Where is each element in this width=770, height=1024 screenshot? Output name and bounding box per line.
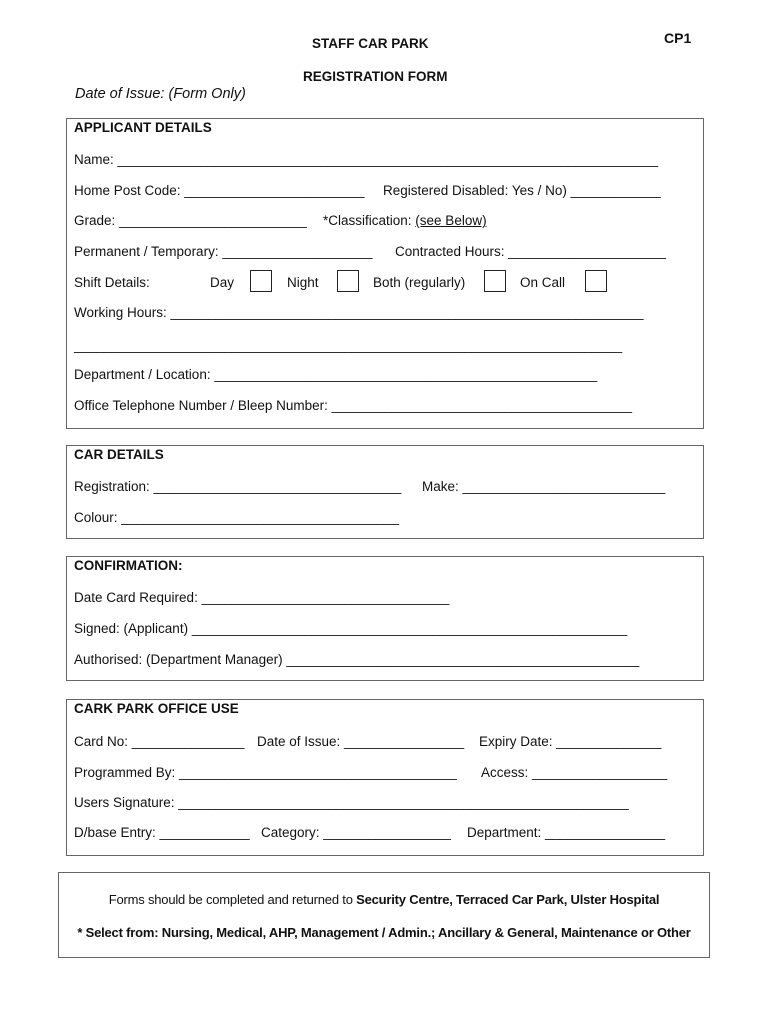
form-code: CP1 <box>664 30 692 46</box>
users-signature-field[interactable]: Users Signature: ____________________________________________________________ <box>74 795 629 810</box>
footer-notes <box>58 872 710 958</box>
car-details-section <box>66 445 704 539</box>
classification-options: * Select from: Nursing, Medical, AHP, Management / Admin.; Ancillary & General, Maintenance or Other <box>77 925 691 940</box>
classification-field[interactable] <box>323 213 681 228</box>
shift-oncall-checkbox[interactable] <box>585 270 607 292</box>
programmed-by-field[interactable]: Programmed By: _____________________________________ <box>74 765 457 780</box>
office-telephone-field[interactable]: Office Telephone Number / Bleep Number: ________________________________________ <box>74 398 632 413</box>
office-use-section <box>66 699 704 856</box>
return-instructions <box>59 892 709 907</box>
name-field[interactable]: Name: ________________________________________________________________________ <box>74 152 659 167</box>
category-field[interactable]: Category: _________________ <box>261 825 451 840</box>
card-no-field[interactable]: Card No: _______________ <box>74 734 245 749</box>
grade-field[interactable]: Grade: _________________________ <box>74 213 307 228</box>
post-code-field[interactable]: Home Post Code: ________________________ <box>74 183 365 198</box>
shift-both-label: Both (regularly) <box>373 275 466 290</box>
shift-both-checkbox[interactable] <box>484 270 506 292</box>
contracted-hours-field[interactable]: Contracted Hours: _____________________ <box>395 244 666 259</box>
shift-details-label: Shift Details: <box>74 275 150 290</box>
date-of-issue: Date of Issue: (Form Only) <box>75 86 246 102</box>
department-field[interactable]: Department: ________________ <box>467 825 666 840</box>
return-location: Security Centre, Terraced Car Park, Ulster Hospital <box>356 892 660 907</box>
signed-applicant-field[interactable]: Signed: (Applicant) __________________________________________________________ <box>74 621 628 636</box>
confirmation-heading: CONFIRMATION: <box>74 558 183 573</box>
registration-field[interactable]: Registration: _________________________________ <box>74 479 402 494</box>
car-heading: CAR DETAILS <box>74 447 164 462</box>
colour-field[interactable]: Colour: _____________________________________ <box>74 510 400 525</box>
shift-day-label: Day <box>210 275 235 290</box>
shift-oncall-label: On Call <box>520 275 566 290</box>
applicant-heading: APPLICANT DETAILS <box>74 120 212 135</box>
form-subtitle: REGISTRATION FORM <box>303 69 448 84</box>
working-hours-field[interactable]: Working Hours: _______________________________________________________________ <box>74 305 644 320</box>
classification-label: *Classification: <box>323 213 416 228</box>
shift-day-checkbox[interactable] <box>250 270 272 292</box>
dbase-entry-field[interactable]: D/base Entry: ____________ <box>74 825 250 840</box>
authorised-manager-field[interactable]: Authorised: (Department Manager) _______________________________________________ <box>74 652 640 667</box>
office-heading: CARK PARK OFFICE USE <box>74 701 239 716</box>
make-field[interactable]: Make: ___________________________ <box>422 479 666 494</box>
shift-night-label: Night <box>287 275 319 290</box>
form-title: STAFF CAR PARK <box>312 36 429 51</box>
department-location-field[interactable]: Department / Location: ___________________________________________________ <box>74 367 598 382</box>
permanent-temporary-field[interactable]: Permanent / Temporary: ____________________ <box>74 244 373 259</box>
applicant-details-section <box>66 118 704 429</box>
return-instructions-text: Forms should be completed and returned to <box>108 892 357 907</box>
date-of-issue-field[interactable]: Date of Issue: ________________ <box>257 734 465 749</box>
shift-night-checkbox[interactable] <box>337 270 359 292</box>
date-card-required-field[interactable]: Date Card Required: _________________________________ <box>74 590 450 605</box>
expiry-date-field[interactable]: Expiry Date: ______________ <box>479 734 662 749</box>
access-field[interactable]: Access: __________________ <box>481 765 668 780</box>
classification-see-below: (see Below) <box>415 213 487 228</box>
confirmation-section <box>66 556 704 681</box>
working-hours-field-2[interactable]: _________________________________________________________________________ <box>74 338 623 353</box>
registered-disabled-field[interactable]: Registered Disabled: Yes / No) ____________ <box>383 183 661 198</box>
